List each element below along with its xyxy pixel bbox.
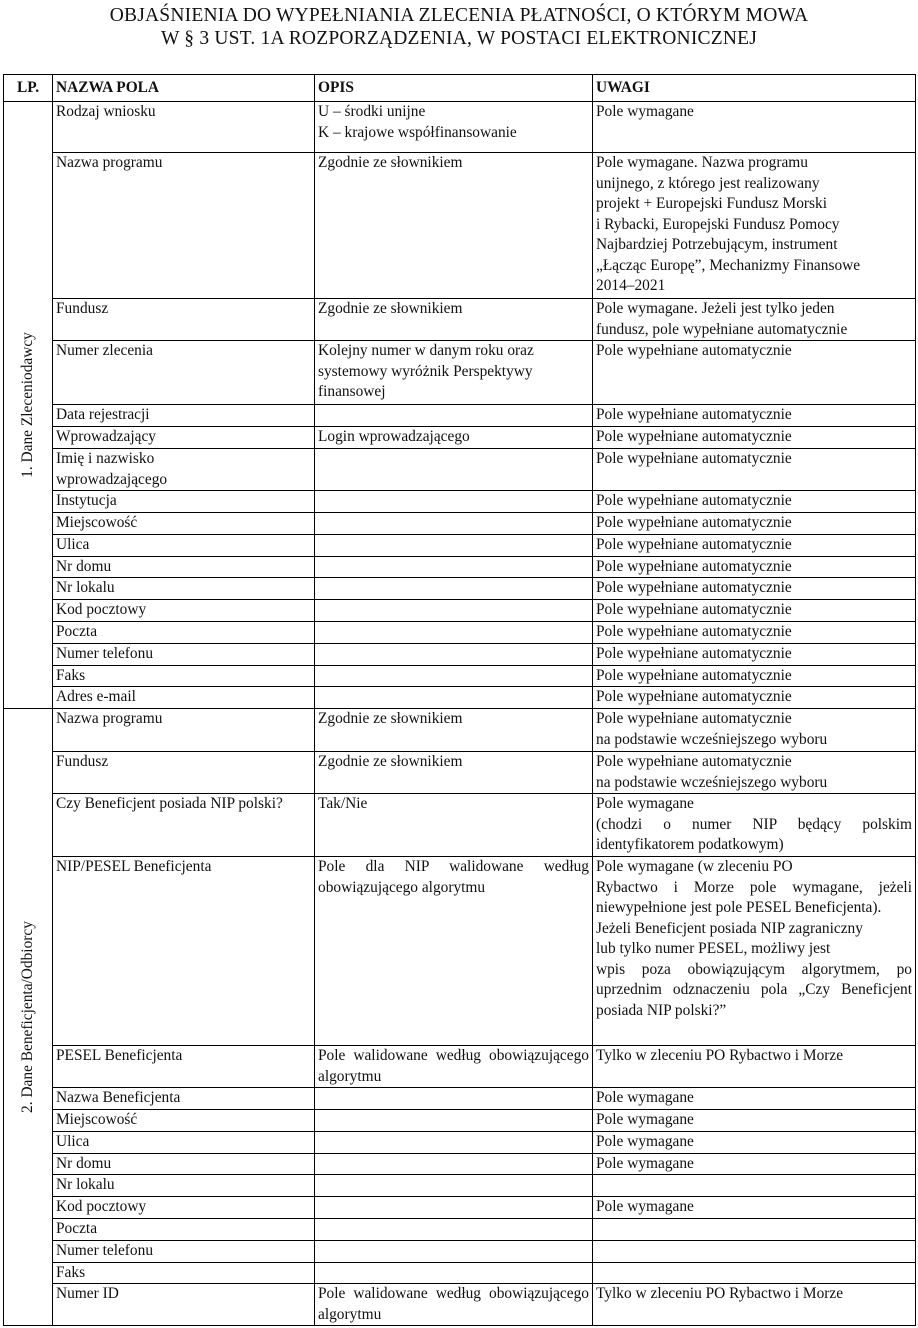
table-row: [4, 1219, 916, 1241]
notes-cell: Pole wypełniane automatycznie na podstawie wcześniejszego wyboru: [593, 709, 916, 752]
notes-cell: Pole wypełniane automatycznie na podstawie wcześniejszego wyboru: [593, 752, 916, 794]
description-cell: [315, 643, 593, 665]
description-cell: [315, 600, 593, 622]
notes-cell: Pole wypełniane automatycznie: [593, 622, 916, 644]
field-name-cell: Nazwa programu: [53, 709, 315, 752]
header-row: [4, 75, 916, 102]
table-row: [4, 491, 916, 513]
description-cell: Login wprowadzającego: [315, 427, 593, 449]
title-line-2: W § 3 UST. 1A ROZPORZĄDZENIA, W POSTACI ELEKTRONICZNEJ: [160, 28, 758, 49]
notes-cell: Pole wymagane (chodzi o numer NIP będący polskim identyfikatorem podatkowym): [593, 794, 916, 857]
field-name-cell: Ulica: [53, 534, 315, 556]
field-name-cell: Data rejestracji: [53, 405, 315, 427]
table-row: [4, 1240, 916, 1262]
notes-cell: Pole wymagane: [593, 102, 916, 153]
table-row: [4, 752, 916, 794]
field-name-cell: Imię i nazwisko wprowadzającego: [53, 449, 315, 491]
notes-cell: Pole wypełniane automatycznie: [593, 556, 916, 578]
description-cell: [315, 578, 593, 600]
field-name-cell: Instytucja: [53, 491, 315, 513]
field-name-cell: NIP/PESEL Beneficjenta: [53, 857, 315, 1046]
description-cell: Zgodnie ze słownikiem: [315, 709, 593, 752]
description-cell: Kolejny numer w danym roku oraz systemowy wyróżnik Perspektywy finansowej: [315, 341, 593, 405]
table-row: [4, 102, 916, 153]
table-row: [4, 405, 916, 427]
notes-cell: Pole wypełniane automatycznie: [593, 405, 916, 427]
field-name-cell: Nr domu: [53, 556, 315, 578]
field-name-cell: Miejscowość: [53, 512, 315, 534]
field-name-cell: Numer zlecenia: [53, 341, 315, 405]
field-name-cell: PESEL Beneficjenta: [53, 1046, 315, 1088]
field-name-cell: Nazwa programu: [53, 153, 315, 299]
description-cell: [315, 1131, 593, 1153]
table-body: [4, 102, 916, 1326]
description-cell: Tak/Nie: [315, 794, 593, 857]
field-name-cell: Poczta: [53, 622, 315, 644]
notes-cell: Tylko w zleceniu PO Rybactwo i Morze: [593, 1284, 916, 1326]
section-label: 1. Dane Zleceniodawcy: [18, 332, 36, 478]
notes-cell: Pole wymagane. Nazwa programu unijnego, z którego jest realizowany projekt + Europejski Fundusz Morski i Rybacki, Europejski Fundusz Pomocy Najbardziej Potrzebującym, instrument „Łącząc Europę”, Mechanizmy Finansowe 2014–2021: [593, 153, 916, 299]
description-cell: Pole walidowane według obowiązującego algorytmu: [315, 1284, 593, 1326]
field-name-cell: Faks: [53, 1262, 315, 1284]
table-row: [4, 1131, 916, 1153]
field-name-cell: Fundusz: [53, 299, 315, 341]
description-cell: [315, 556, 593, 578]
table-row: [4, 1175, 916, 1197]
description-cell: [315, 491, 593, 513]
field-name-cell: Nr lokalu: [53, 578, 315, 600]
table-row: [4, 709, 916, 752]
table-row: [4, 622, 916, 644]
notes-cell: Pole wypełniane automatycznie: [593, 341, 916, 405]
table-row: [4, 857, 916, 1046]
notes-cell: Pole wymagane. Jeżeli jest tylko jeden fundusz, pole wypełniane automatycznie: [593, 299, 916, 341]
notes-cell: [593, 1219, 916, 1241]
notes-cell: Pole wypełniane automatycznie: [593, 449, 916, 491]
description-cell: [315, 534, 593, 556]
field-name-cell: Miejscowość: [53, 1110, 315, 1132]
description-cell: [315, 1175, 593, 1197]
section-label: 2. Dane Beneficjenta/Odbiorcy: [18, 921, 36, 1113]
description-cell: [315, 1262, 593, 1284]
table-row: [4, 556, 916, 578]
table-row: [4, 600, 916, 622]
field-name-cell: Faks: [53, 665, 315, 687]
table-row: [4, 1153, 916, 1175]
table-row: [4, 449, 916, 491]
header-description: OPIS: [315, 75, 593, 102]
notes-cell: Pole wymagane: [593, 1110, 916, 1132]
notes-cell: Pole wymagane (w zleceniu PO Rybactwo i Morze pole wymagane, jeżeli niewypełnione jest pole PESEL Beneficjenta). Jeżeli Beneficjent posiada NIP zagraniczny lub tylko numer PESEL, możliwy jest wpis poza obowiązującym algorytmem, po uprzednim odznaczeniu pola „Czy Beneficjent posiada NIP polski?”: [593, 857, 916, 1046]
field-name-cell: Nr domu: [53, 1153, 315, 1175]
table-row: [4, 794, 916, 857]
field-name-cell: Numer ID: [53, 1284, 315, 1326]
section-label-cell: [4, 709, 53, 1326]
notes-cell: Pole wypełniane automatycznie: [593, 665, 916, 687]
fields-table: [3, 74, 916, 1326]
description-cell: [315, 405, 593, 427]
table-row: [4, 665, 916, 687]
description-cell: [315, 512, 593, 534]
table-row: [4, 1110, 916, 1132]
notes-cell: [593, 1262, 916, 1284]
table-row: [4, 1284, 916, 1326]
notes-cell: Pole wypełniane automatycznie: [593, 491, 916, 513]
description-cell: Zgodnie ze słownikiem: [315, 299, 593, 341]
notes-cell: Pole wymagane: [593, 1153, 916, 1175]
header-lp: LP.: [4, 75, 53, 102]
field-name-cell: Kod pocztowy: [53, 1197, 315, 1219]
notes-cell: Pole wypełniane automatycznie: [593, 512, 916, 534]
description-cell: [315, 449, 593, 491]
description-cell: Pole dla NIP walidowane według obowiązującego algorytmu: [315, 857, 593, 1046]
notes-cell: Pole wymagane: [593, 1131, 916, 1153]
notes-cell: Pole wypełniane automatycznie: [593, 643, 916, 665]
field-name-cell: Fundusz: [53, 752, 315, 794]
description-cell: [315, 1153, 593, 1175]
table-row: [4, 687, 916, 709]
description-cell: [315, 622, 593, 644]
notes-cell: Pole wypełniane automatycznie: [593, 687, 916, 709]
notes-cell: Pole wymagane: [593, 1088, 916, 1110]
description-cell: Pole walidowane według obowiązującego algorytmu: [315, 1046, 593, 1088]
description-cell: [315, 1110, 593, 1132]
table-row: [4, 299, 916, 341]
table-row: [4, 1088, 916, 1110]
header-notes: UWAGI: [593, 75, 916, 102]
field-name-cell: Numer telefonu: [53, 643, 315, 665]
field-name-cell: Numer telefonu: [53, 1240, 315, 1262]
description-cell: [315, 665, 593, 687]
description-cell: Zgodnie ze słownikiem: [315, 153, 593, 299]
header-field-name: NAZWA POLA: [53, 75, 315, 102]
description-cell: [315, 1240, 593, 1262]
description-cell: [315, 1197, 593, 1219]
table-row: [4, 643, 916, 665]
field-name-cell: Czy Beneficjent posiada NIP polski?: [53, 794, 315, 857]
notes-cell: [593, 1175, 916, 1197]
field-name-cell: Nr lokalu: [53, 1175, 315, 1197]
table-row: [4, 153, 916, 299]
field-name-cell: Adres e-mail: [53, 687, 315, 709]
section-label-cell: [4, 102, 53, 709]
table-row: [4, 1046, 916, 1088]
table-row: [4, 534, 916, 556]
field-name-cell: Nazwa Beneficjenta: [53, 1088, 315, 1110]
table-row: [4, 427, 916, 449]
notes-cell: Pole wypełniane automatycznie: [593, 534, 916, 556]
field-name-cell: Ulica: [53, 1131, 315, 1153]
table-row: [4, 512, 916, 534]
field-name-cell: Kod pocztowy: [53, 600, 315, 622]
table-row: [4, 1197, 916, 1219]
notes-cell: Pole wypełniane automatycznie: [593, 427, 916, 449]
description-cell: [315, 687, 593, 709]
description-cell: [315, 1088, 593, 1110]
notes-cell: Pole wymagane: [593, 1197, 916, 1219]
table-row: [4, 1262, 916, 1284]
field-name-cell: Wprowadzający: [53, 427, 315, 449]
table-row: [4, 341, 916, 405]
notes-cell: Pole wypełniane automatycznie: [593, 578, 916, 600]
notes-cell: Tylko w zleceniu PO Rybactwo i Morze: [593, 1046, 916, 1088]
table-row: [4, 578, 916, 600]
notes-cell: [593, 1240, 916, 1262]
title-line-1: OBJAŚNIENIA DO WYPEŁNIANIA ZLECENIA PŁATNOŚCI, O KTÓRYM MOWA: [109, 5, 809, 26]
field-name-cell: Poczta: [53, 1219, 315, 1241]
notes-cell: Pole wypełniane automatycznie: [593, 600, 916, 622]
description-cell: [315, 1219, 593, 1241]
description-cell: Zgodnie ze słownikiem: [315, 752, 593, 794]
field-name-cell: Rodzaj wniosku: [53, 102, 315, 153]
document-title: [0, 4, 918, 50]
description-cell: U – środki unijne K – krajowe współfinansowanie: [315, 102, 593, 153]
